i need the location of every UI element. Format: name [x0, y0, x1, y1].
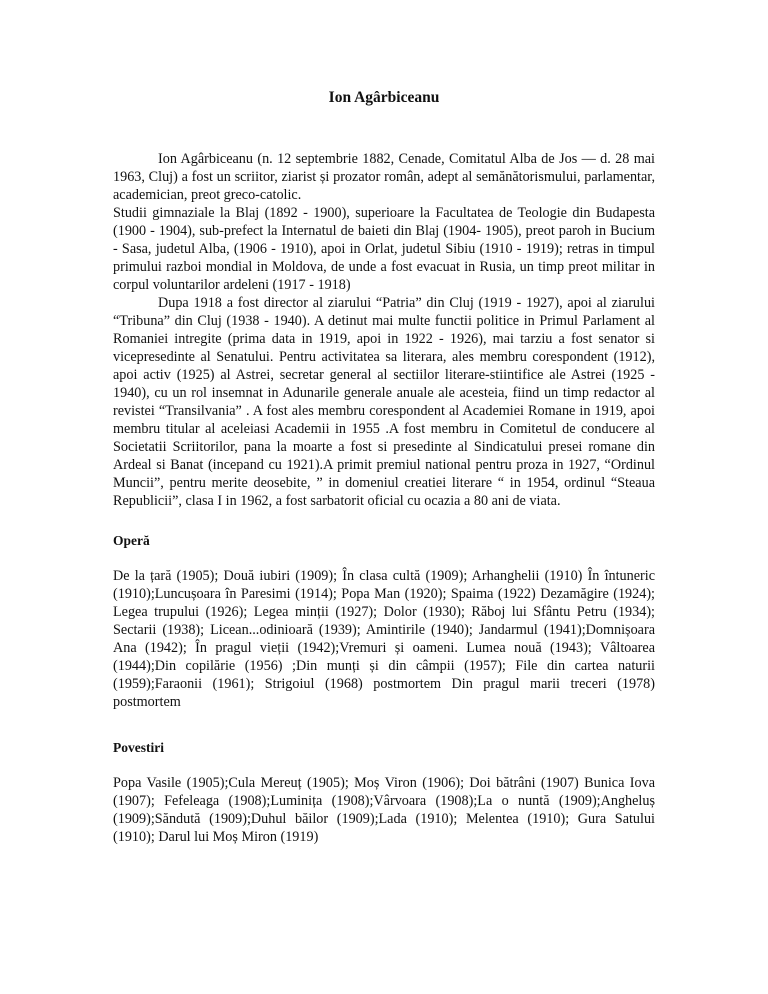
bio-paragraph-2: Studii gimnaziale la Blaj (1892 - 1900), superioare la Facultatea de Teologie din Budapesta (1900 - 1904), sub-prefect la Internatul de baieti din Blaj (1904- 1905), preot paroh in Bucium - Sasa, judetul Alba, (1906 - 1910), apoi in Orlat, judetul Sibiu (1910 - 1919); retras in timpul primului razboi mondial in Moldova, de unde a fost evacuat in Rusia, un timp preot militar in corpul voluntarilor ardeleni (1917 - 1918): [113, 205, 655, 293]
povestiri-list: Popa Vasile (1905);Cula Mereuț (1905); Moș Viron (1906); Doi bătrâni (1907) Bunica Iova (1907); Fefeleaga (1908);Luminița (1908);Vârvoara (1908);La o nuntă (1909);Angheluș (1909);Săndută (1909);Duhul băilor (1909);Lada (1910); Melentea (1910); Gura Satului (1910); Darul lui Moș Miron (1919): [113, 775, 655, 845]
povestiri-heading: Povestiri: [113, 740, 164, 755]
bio-paragraph-3: Dupa 1918 a fost director al ziarului “Patria” din Cluj (1919 - 1927), apoi al ziarului “Tribuna” din Cluj (1938 - 1940). A detinut mai multe functii politice in Primul Parlament al Romaniei intregite (prima data in 1919, apoi in 1922 - 1926), mai tarziu a fost senator si vicepresedinte al Senatului. Pentru activitatea sa literara, ales membru corespondent (1912), apoi activ (1925) al Astrei, secretar general al sectiilor literare-stiintifice ale Astrei (1925 - 1940), cu un rol insemnat in Adunarile generale anuale ale acesteia, fiind un timp redactor al revistei “Transilvania” . A fost ales membru corespondent al Academiei Romane in 1919, apoi membru titular al aceleiasi Academii in 1955 .A fost membru in Comitetul de conducere al Societatii Scriitorilor, pana la moarte a fost si presedinte al Sindicatului presei romane din Ardeal si Banat (incepand cu 1921).A primit premiul national pentru proza in 1927, “Ordinul Muncii”, pentru merite deosebite, ” in domeniul creatiei literare “ in 1954, ordinul “Steaua Republicii”, clasa I in 1962, a fost sarbatorit oficial cu ocazia a 80 ani de viata.: [113, 295, 655, 509]
opera-list: De la țară (1905); Două iubiri (1909); În clasa cultă (1909); Arhanghelii (1910) În întuneric (1910);Lunсușoara în Paresimi (1914); Popa Man (1920); Spaima (1922) Dezamăgire (1924); Legea trupului (1926); Legea minții (1927); Dolor (1930); Răboj lui Sfântu Petru (1934); Sectarii (1938); Licean...odinioară (1939); Amintirile (1940); Jandarmul (1941);Domnișoara Ana (1942); În pragul vieții (1942);Vremuri și oameni. Lumea nouă (1943); Vâltoarea (1944);Din copilărie (1956) ;Din munți și din câmpii (1957); File din cartea naturii (1959);Faraonii (1961); Strigoiul (1968) postmortem Din pragul marii treceri (1978) postmortem: [113, 568, 655, 710]
bio-paragraph-1: Ion Agârbiceanu (n. 12 septembrie 1882, Cenade, Comitatul Alba de Jos — d. 28 mai 1963, Cluj) a fost un scriitor, ziarist și prozator român, adept al semănătorismului, parlamentar, academician, preot greco-catolic.: [113, 151, 655, 203]
biography-section: [113, 150, 655, 510]
opera-heading: Operă: [113, 533, 150, 548]
document-title: Ion Agârbiceanu: [328, 89, 440, 106]
